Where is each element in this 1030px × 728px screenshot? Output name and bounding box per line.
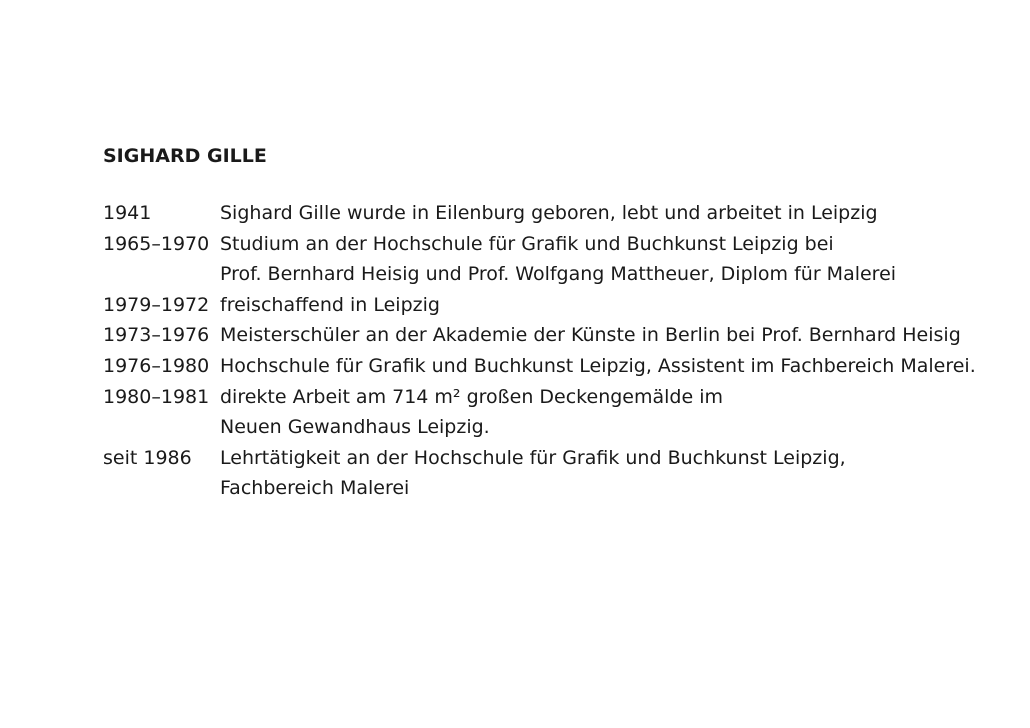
cv-description-line: Sighard Gille wurde in Eilenburg geboren, lebt und arbeitet in Leipzig xyxy=(220,202,878,224)
cv-list xyxy=(103,198,1003,504)
cv-entry xyxy=(103,320,1003,351)
cv-year: 1973–1976 xyxy=(103,324,210,347)
cv-description-line: Lehrtätigkeit an der Hochschule für Grafik und Buchkunst Leipzig, xyxy=(220,446,846,469)
cv-year: 1965–1970 xyxy=(103,232,210,255)
cv-description-line: Meisterschüler an der Akademie der Künste in Berlin bei Prof. Bernhard Heisig xyxy=(220,324,961,347)
cv-description-line: Studium an der Hochschule für Grafik und Buchkunst Leipzig bei xyxy=(220,232,834,255)
cv-entry xyxy=(103,351,1003,382)
cv-description-line: Neuen Gewandhaus Leipzig. xyxy=(220,416,490,439)
cv-description-line: Hochschule für Grafik und Buchkunst Leipzig, Assistent im Fachbereich Malerei. xyxy=(220,354,976,377)
cv-description xyxy=(220,229,896,290)
cv-description-line: Prof. Bernhard Heisig und Prof. Wolfgang Mattheuer, Diplom für Malerei xyxy=(220,263,897,286)
cv-description xyxy=(220,290,440,321)
cv-description xyxy=(220,382,723,443)
cv-description xyxy=(220,351,976,382)
cv-entry xyxy=(103,443,1003,504)
cv-year: 1941 xyxy=(103,202,152,224)
cv-description-line: freischaffend in Leipzig xyxy=(220,293,440,316)
cv-description-line: Fachbereich Malerei xyxy=(220,477,410,500)
cv-description-line: direkte Arbeit am 714 m² großen Deckengemälde im xyxy=(220,385,723,408)
cv-year: 1980–1981 xyxy=(103,385,210,408)
biography-page xyxy=(103,141,1003,504)
cv-description xyxy=(220,443,846,504)
cv-entry xyxy=(103,290,1003,321)
cv-entry xyxy=(103,229,1003,290)
cv-year: 1976–1980 xyxy=(103,354,210,377)
cv-description xyxy=(220,198,878,229)
cv-entry xyxy=(103,198,1003,229)
cv-year: 1979–1972 xyxy=(103,293,210,316)
cv-year: seit 1986 xyxy=(103,446,192,469)
artist-name-heading: SIGHARD GILLE xyxy=(103,145,267,167)
cv-entry xyxy=(103,382,1003,443)
cv-description xyxy=(220,320,961,351)
